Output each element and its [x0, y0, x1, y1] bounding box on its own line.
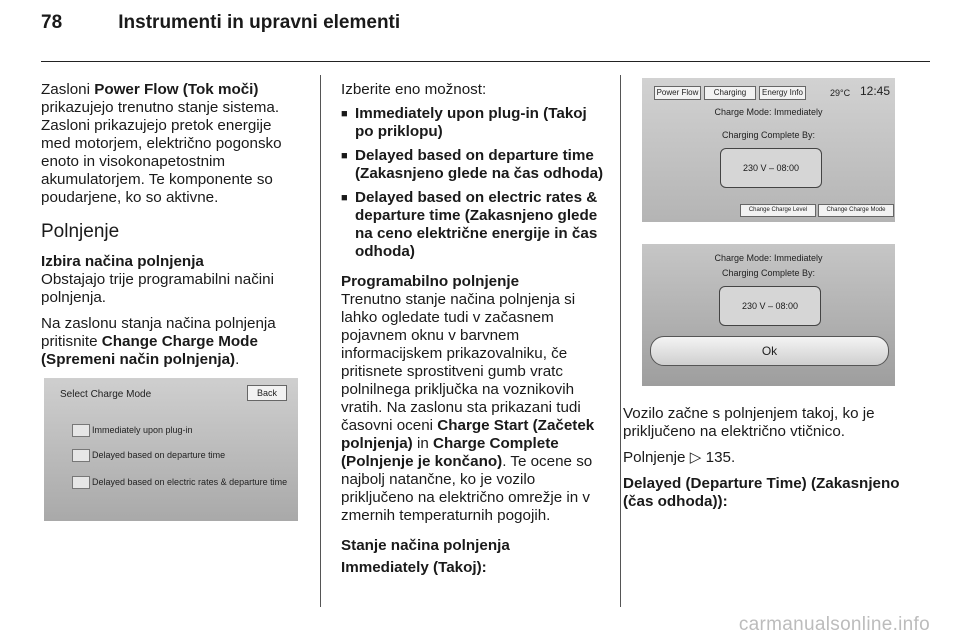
complete-by-label: Charging Complete By:: [721, 130, 816, 140]
change-charge-level-button[interactable]: Change Charge Level: [740, 204, 816, 217]
tab-power-flow[interactable]: Power Flow: [654, 86, 701, 100]
modes-paragraph: Obstajajo trije programabilni načini polnjenja.: [41, 271, 274, 306]
charge-value-box: 230 V – 08:00: [720, 148, 822, 188]
column-divider: [620, 75, 621, 607]
charge-popup-screen: [642, 244, 895, 386]
list-item: ■ Delayed based on departure time (Zakasnjeno glede na čas odhoda): [341, 147, 607, 183]
charge-mode-label: Charge Mode: Immediately: [714, 253, 823, 263]
charge-mode-label: Charge Mode: Immediately: [714, 107, 823, 117]
header-rule: [41, 61, 930, 62]
subheading-status: Stanje načina polnjenja: [341, 537, 510, 554]
option-label: Delayed based on electric rates & departure time: [92, 477, 288, 487]
subheading-charge-mode: Izbira načina polnjenja: [41, 253, 204, 270]
change-mode-paragraph: Na zaslonu stanja načina polnjenja pritisnite Change Charge Mode (Spremeni način polnjenja).: [41, 315, 276, 368]
tab-energy-info[interactable]: Energy Info: [759, 86, 806, 100]
clock: 12:45: [860, 84, 891, 98]
option-checkbox[interactable]: [72, 424, 90, 437]
screen-title: Select Charge Mode: [60, 389, 152, 400]
options-list: [341, 105, 607, 261]
page-number: 78: [41, 12, 63, 33]
list-item: ■ Delayed based on electric rates & departure time (Zakasnjeno glede na ceno električne energije in čas odhoda): [341, 189, 607, 261]
immediate-paragraph: Vozilo začne s polnjenjem takoj, ko je priključeno na električno vtičnico.: [623, 405, 875, 440]
programmable-paragraph: Trenutno stanje načina polnjenja si lahko ogledate tudi v začasnem pojavnem oknu v barvnem informacijskem prikazovalniku, če pritisnete sprostitveni gumb vratc polnilnega priključka na voznikovih vratih. Na zaslonu sta prikazani tudi časovni oceni Charge Start (Začetek polnjenja) in Charge Complete (Polnjenje je končano). Te ocene so najbolj natančne, ko je vozilo priključeno na električno omrežje in v zmernih temperaturnih pogojih.: [341, 291, 595, 524]
change-charge-mode-button[interactable]: Change Charge Mode: [818, 204, 894, 217]
list-item: ■ Immediately upon plug-in (Takoj po priklopu): [341, 105, 607, 141]
page-header: [41, 12, 400, 34]
temperature: 29°C: [830, 88, 851, 98]
charge-value-box: 230 V – 08:00: [719, 286, 821, 326]
column-3: [623, 405, 915, 511]
option-label: Delayed based on departure time: [92, 450, 226, 460]
subheading-immediately: Immediately (Takoj):: [341, 559, 487, 576]
subheading-delayed: Delayed (Departure Time) (Zakasnjeno (čas odhoda)):: [623, 475, 900, 510]
subheading-programmable: Programabilno polnjenje: [341, 273, 520, 290]
column-2: [341, 81, 607, 577]
page-title: Instrumenti in upravni elementi: [118, 12, 401, 33]
charging-status-screen: [642, 78, 895, 222]
column-divider: [320, 75, 321, 607]
option-label: Immediately upon plug-in: [92, 425, 193, 435]
option-checkbox[interactable]: [72, 449, 90, 462]
select-charge-mode-screen: [44, 378, 298, 521]
tab-charging[interactable]: Charging: [704, 86, 756, 100]
reference-paragraph: Polnjenje ▷ 135.: [623, 449, 736, 466]
column-1: [41, 81, 303, 377]
ok-button[interactable]: Ok: [650, 336, 889, 366]
back-button[interactable]: Back: [247, 385, 287, 401]
complete-by-label: Charging Complete By:: [721, 268, 816, 278]
section-heading: Polnjenje: [41, 221, 120, 242]
reference-arrow-icon: ▷: [689, 449, 702, 466]
watermark: carmanualsonline.info: [738, 614, 930, 635]
power-flow-paragraph: Zasloni Power Flow (Tok moči) prikazujejo trenutno stanje sistema. Zasloni prikazujejo pretok energije med motorjem, električno pogonsko enoto in visokonapetostnim akumulatorjem. Te komponente so poudarjene, ko so aktivne.: [41, 81, 282, 206]
choose-option-text: Izberite eno možnost:: [341, 81, 487, 98]
option-checkbox[interactable]: [72, 476, 90, 489]
